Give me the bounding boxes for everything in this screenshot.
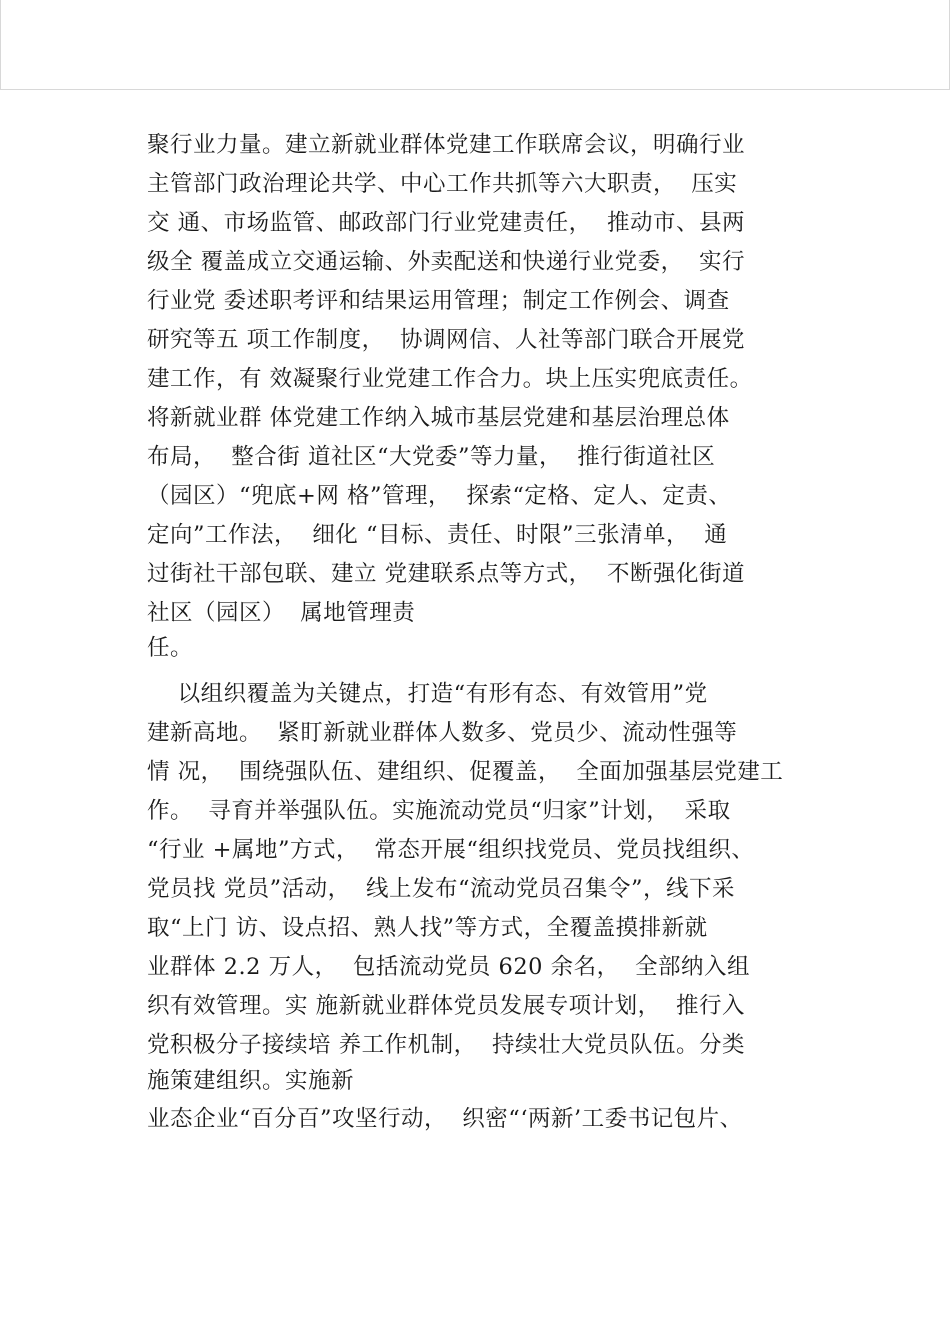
previous-page-bottom [0, 0, 950, 90]
paragraph-1-line-1: 聚行业力量。建立新就业群体党建工作联席会议，明确行业 [147, 132, 746, 158]
document-page [0, 90, 950, 1344]
paragraph-1-line-12: 过街社干部包联、建立 党建联系点等方式， 不断强化街道 [147, 561, 745, 587]
paragraph-1-line-8: 将新就业群 体党建工作纳入城市基层党建和基层治理总体 [147, 405, 730, 431]
paragraph-1-line-5: 行业党 委述职考评和结果运用管理；制定工作例会、调查 [147, 288, 730, 314]
paragraph-2-line-4: 作。 寻育并举强队伍。实施流动党员“归家”计划， 采取 [147, 798, 731, 824]
paragraph-2-line-6: 党员找 党员”活动， 线上发布“流动党员召集令”，线下采 [147, 876, 735, 902]
paragraph-2-line-7: 取“上门 访、设点招、熟人找”等方式，全覆盖摸排新就 [147, 915, 708, 941]
paragraph-2-line-11: 施策建组织。实施新 [147, 1068, 355, 1094]
paragraph-2-line-10: 党积极分子接续培 养工作机制， 持续壮大党员队伍。分类 [147, 1032, 745, 1058]
paragraph-2-line-12: 业态企业“百分百”攻坚行动， 织密“‘两新’工委书记包片、 [147, 1106, 743, 1132]
paragraph-1-line-14: 任。 [147, 635, 194, 661]
paragraph-1-line-2: 主管部门政治理论共学、中心工作共抓等六大职责， 压实 [147, 171, 738, 197]
paragraph-2-line-1: 以组织覆盖为关键点，打造“有形有态、有效管用”党 [147, 681, 708, 707]
paragraph-2-line-8: 业群体 2.2 万人， 包括流动党员 620 余名， 全部纳入组 [147, 954, 750, 980]
paragraph-2-line-9: 织有效管理。实 施新就业群体党员发展专项计划， 推行入 [147, 993, 745, 1019]
paragraph-1-line-6: 研究等五 项工作制度， 协调网信、人社等部门联合开展党 [147, 327, 745, 353]
paragraph-1-line-7: 建工作，有 效凝聚行业党建工作合力。块上压实兜底责任。 [147, 366, 753, 392]
paragraph-1-line-3: 交 通、市场监管、邮政部门行业党建责任， 推动市、县两 [147, 210, 745, 236]
paragraph-1-line-4: 级全 覆盖成立交通运输、外卖配送和快递行业党委， 实行 [147, 249, 745, 275]
paragraph-2-line-2: 建新高地。 紧盯新就业群体人数多、党员少、流动性强等 [147, 720, 738, 746]
paragraph-2-line-3: 情 况， 围绕强队伍、建组织、促覆盖， 全面加强基层党建工 [147, 759, 784, 785]
paragraph-1-line-9: 布局， 整合街 道社区“大党委”等力量， 推行街道社区 [147, 444, 716, 470]
paragraph-2-line-5: “行业 +属地”方式， 常态开展“组织找党员、党员找组织、 [147, 837, 755, 863]
paragraph-1-line-10: （园区）“兜底+网 格”管理， 探索“定格、定人、定责、 [147, 483, 732, 509]
paragraph-1-line-11: 定向”工作法， 细化 “目标、责任、时限”三张清单， 通 [147, 522, 728, 548]
paragraph-1-line-13: 社区（园区） 属地管理责 [147, 600, 416, 626]
